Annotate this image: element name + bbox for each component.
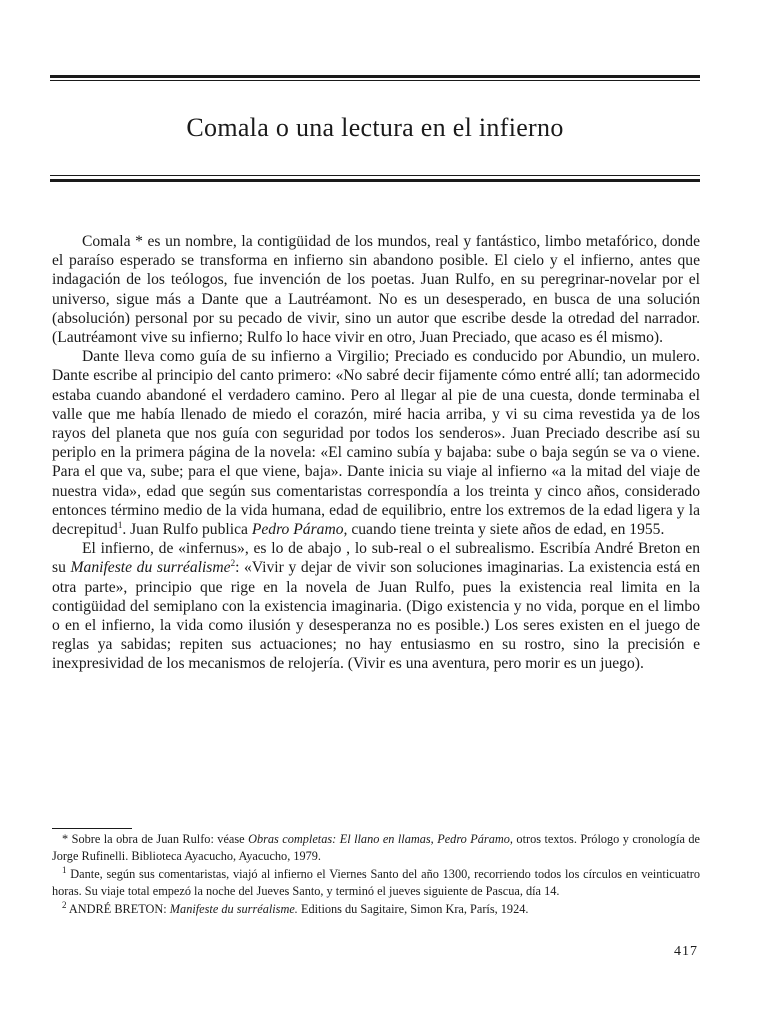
footnote-2-text: Editions du Sagitaire, Simon Kra, París, 1924. [300,901,529,916]
paragraph-3 [52,539,700,673]
footnote-ref-2: 2 [230,558,236,569]
footnote-separator [52,828,132,829]
footnote-2 [52,901,700,918]
footnote-2-mark: 2 [62,899,67,910]
footnote-2-author: ANDRÉ BRETON: [68,901,167,916]
footnote-star [52,831,700,866]
top-rule-thin [50,80,700,81]
footnote-1 [52,866,700,901]
footnote-2-italic: Manifeste du surréalisme. [169,901,298,916]
paragraph-2 [52,347,700,539]
footnote-star-italic: Obras completas: El llano en llamas, Pedro Páramo, [248,832,513,846]
page-number: 417 [674,944,698,959]
body-text [52,232,700,674]
top-rule-thick [50,75,700,78]
paragraph-3-text-b: : «Vivir y dejar de vivir son soluciones imaginarias. La existencia está en otra parte», principio que rige en la novela de Juan Rulfo, pues la existencia real limita en la contigüidad del semiplano con la existencia imaginaria. (Digo existencia y no vida, porque en el limbo o en el infierno, la vida como ilusión y desesperanza no es posible.) Los seres existen en el juego de reglas ya sabidas; repiten sus actuaciones; no hay entusiasmo en su rostro, sino la precisión e inexpresividad de los mecanismos de relojería. (Vivir es una aventura, pero morir es un juego). [52,559,700,673]
paragraph-2-text: Dante lleva como guía de su infierno a Virgilio; Preciado es conducido por Abundio, un mulero. Dante escribe al principio del canto primero: «No sabré decir fijamente cómo entré allí; tan adormecido estaba cuando abandoné el verdadero camino. Pero al llegar al pie de una cuesta, donde terminaba el valle que me había llenado de miedo el corazón, miré hacia arriba, y vi su cima revestida ya de los rayos del planeta que nos guía con seguridad por todos los senderos». Juan Preciado describe así su periplo en la primera página de la novela: «El camino subía y bajaba: sube o baja según se va o viene. Para el que va, sube; para el que viene, baja». Dante inicia su viaje al infierno «a la mitad del viaje de nuestra vida», edad que según sus comentaristas correspondía a los treinta y cinco años, considerado entonces término medio de la vida humana, edad de equilibrio, entre los extremos de la edad ligera y la decrepitud [52,348,700,539]
paragraph-1: Comala * es un nombre, la contigüidad de los mundos, real y fantástico, limbo metafórico, donde el paraíso esperado se transforma en infierno sin abandono posible. El cielo y el infierno, antes que indagación de los teólogos, fue invención de los poetas. Juan Rulfo, en su peregrinar-novelar por el universo, sigue más a Dante que a Lautréamont. No es un desesperado, en busca de una solución (absolución) personal por su pecado de vivir, sino un autor que escribe desde la otredad del narrador. (Lautréamont vive su infierno; Rulfo lo hace vivir en otro, Juan Preciado, que acaso es él mismo). [52,233,700,347]
paragraph-2-end: cuando tiene treinta y siete años de edad, en 1955. [351,521,665,539]
paragraph-3-text-a: El infierno, de «infernus», es lo de abajo , lo sub-real o el subrealismo. Escribía André Breton en su [52,540,700,577]
footnote-star-text-a: * Sobre la obra de Juan Rulfo: véase [62,832,245,846]
footnote-1-mark: 1 [62,864,67,875]
footnotes [52,831,700,918]
footnote-ref-1: 1 [117,519,123,530]
paragraph-3-italic: Manifeste du surréalisme [70,559,231,577]
paragraph-2-italic: Pedro Páramo, [251,521,348,539]
paragraph-2-mid: . Juan Rulfo publica [122,521,248,539]
title-rule-thin [50,175,700,176]
footnote-star-text-b: otros textos. Prólogo y cronología de Jorge Rufinelli. Biblioteca Ayacucho, Ayacucho, 1979. [52,832,701,864]
title-rule-thick [50,179,700,182]
chapter-title: Comala o una lectura en el infierno [186,113,564,142]
footnote-1-text: Dante, según sus comentaristas, viajó al infierno el Viernes Santo del año 1300, recorriendo todos los círculos en veinticuatro horas. Su viaje total empezó la noche del Jueves Santo, y terminó el jueves siguiente de Pascua, día 14. [52,866,700,899]
